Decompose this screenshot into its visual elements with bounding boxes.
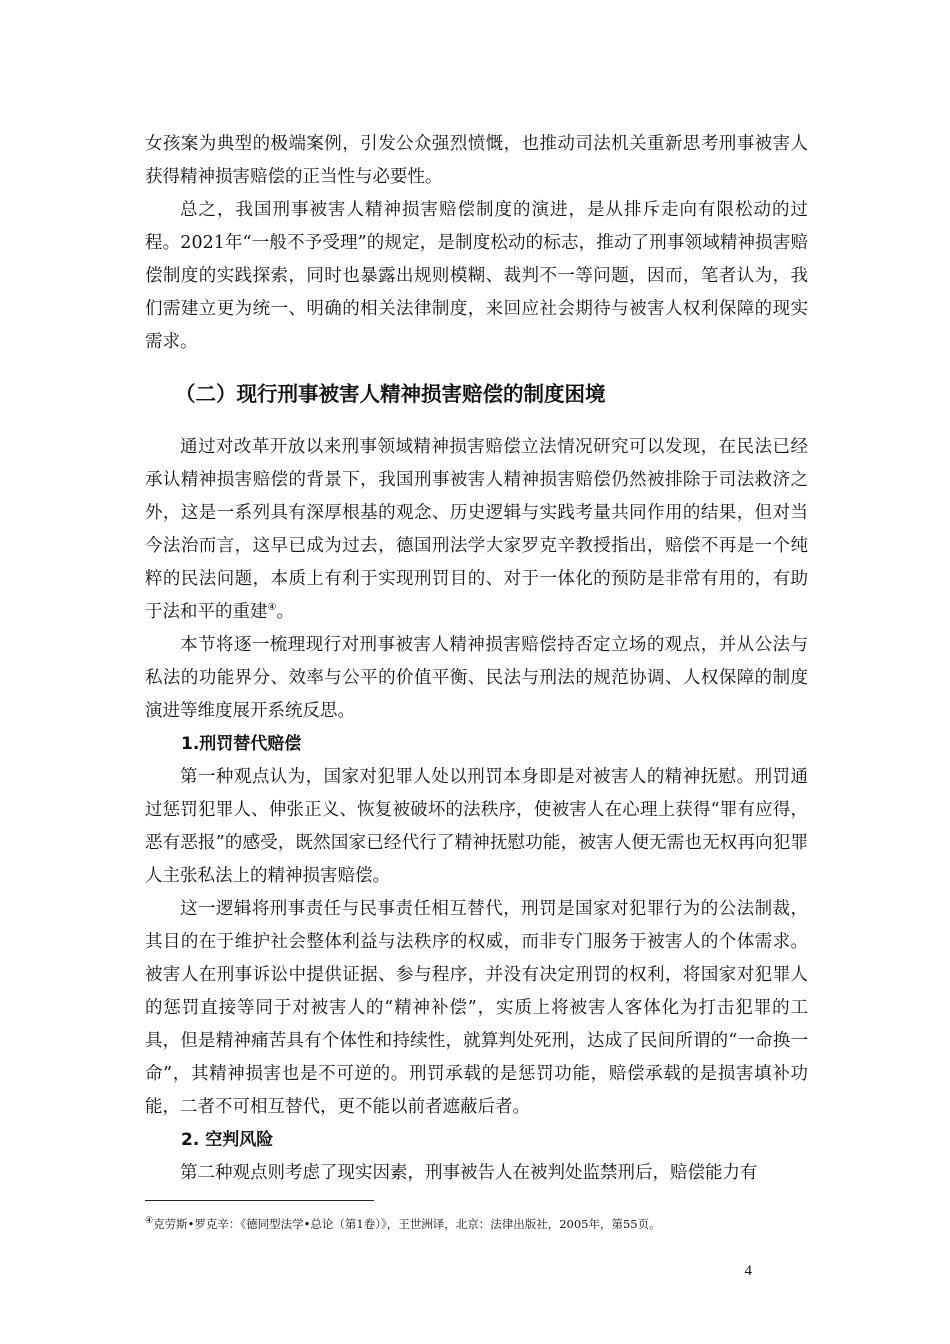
- paragraph-4: 本节将逐一梳理现行对刑事被害人精神损害赔偿持否定立场的观点，并从公法与私法的功能界分、效率与公平的价值平衡、民法与刑法的规范协调、人权保障的制度演进等维度展开系统反思。: [145, 635, 808, 721]
- body-text: [145, 128, 808, 1190]
- footnote-mark: ④: [145, 1216, 154, 1226]
- footnote: [145, 1212, 845, 1233]
- subheading-1: 1.刑罚替代赔偿: [181, 734, 302, 754]
- paragraph-6: 这一逻辑将刑事责任与民事责任相互替代，刑罚是国家对犯罪行为的公法制裁，其目的在于维护社会整体利益与法秩序的权威，而非专门服务于被害人的个体需求。被害人在刑事诉讼中提供证据、参与程序，并没有决定刑罚的权利，将国家对犯罪人的惩罚直接等同于对被害人的“精神补偿”，实质上将被害人客体化为打击犯罪的工具，但是精神痛苦具有个体性和持续性，就算判处死刑，达成了民间所谓的“一命换一命”，其精神损害也是不可逆的。刑罚承载的是惩罚功能，赔偿承载的是损害填补功能，二者不可相互替代，更不能以前者遮蔽后者。: [145, 899, 808, 1117]
- paragraph-2: 总之，我国刑事被害人精神损害赔偿制度的演进，是从排斥走向有限松动的过程。2021年“一般不予受理”的规定，是制度松动的标志，推动了刑事领域精神损害赔偿制度的实践探索，同时也暴露出规则模糊、裁判不一等问题，因而，笔者认为，我们需建立更为统一、明确的相关法律制度，来回应社会期待与被害人权利保障的现实需求。: [145, 200, 808, 352]
- paragraph-7: 第二种观点则考虑了现实因素，刑事被告人在被判处监禁刑后，赔偿能力有: [180, 1163, 758, 1183]
- footnote-ref[interactable]: ④: [267, 602, 277, 614]
- section-heading: （二）现行刑事被害人精神损害赔偿的制度困境: [175, 382, 606, 406]
- footnote-separator: [145, 1200, 374, 1201]
- page-number: 4: [744, 1263, 752, 1279]
- paragraph-3: [145, 431, 808, 629]
- paragraph-1: 女孩案为典型的极端案例，引发公众强烈愤慨，也推动司法机关重新思考刑事被害人获得精神损害赔偿的正当性与必要性。: [145, 134, 808, 187]
- footnote-text: 克劳斯•罗克辛：《德同型法学•总论（第1卷）》，王世洲译，北京：法律出版社，2005年，第55页。: [153, 1216, 661, 1231]
- subheading-2: 2. 空判风险: [181, 1130, 274, 1150]
- paragraph-3-end: 。: [276, 602, 294, 622]
- paragraph-5: 第一种观点认为，国家对犯罪人处以刑罚本身即是对被害人的精神抚慰。刑罚通过惩罚犯罪人、伸张正义、恢复被破坏的法秩序，使被害人在心理上获得“罪有应得，恶有恶报”的感受，既然国家已经代行了精神抚慰功能，被害人便无需也无权再向犯罪人主张私法上的精神损害赔偿。: [145, 767, 808, 886]
- paragraph-3-text: 通过对改革开放以来刑事领域精神损害赔偿立法情况研究可以发现，在民法已经承认精神损害赔偿的背景下，我国刑事被害人精神损害赔偿仍然被排除于司法救济之外，这是一系列具有深厚根基的观念、历史逻辑与实践考量共同作用的结果，但对当今法治而言，这早已成为过去，德国刑法学大家罗克辛教授指出，赔偿不再是一个纯粹的民法问题，本质上有利于实现刑罚目的、对于一体化的预防是非常有用的，有助于法和平的重建: [145, 437, 808, 622]
